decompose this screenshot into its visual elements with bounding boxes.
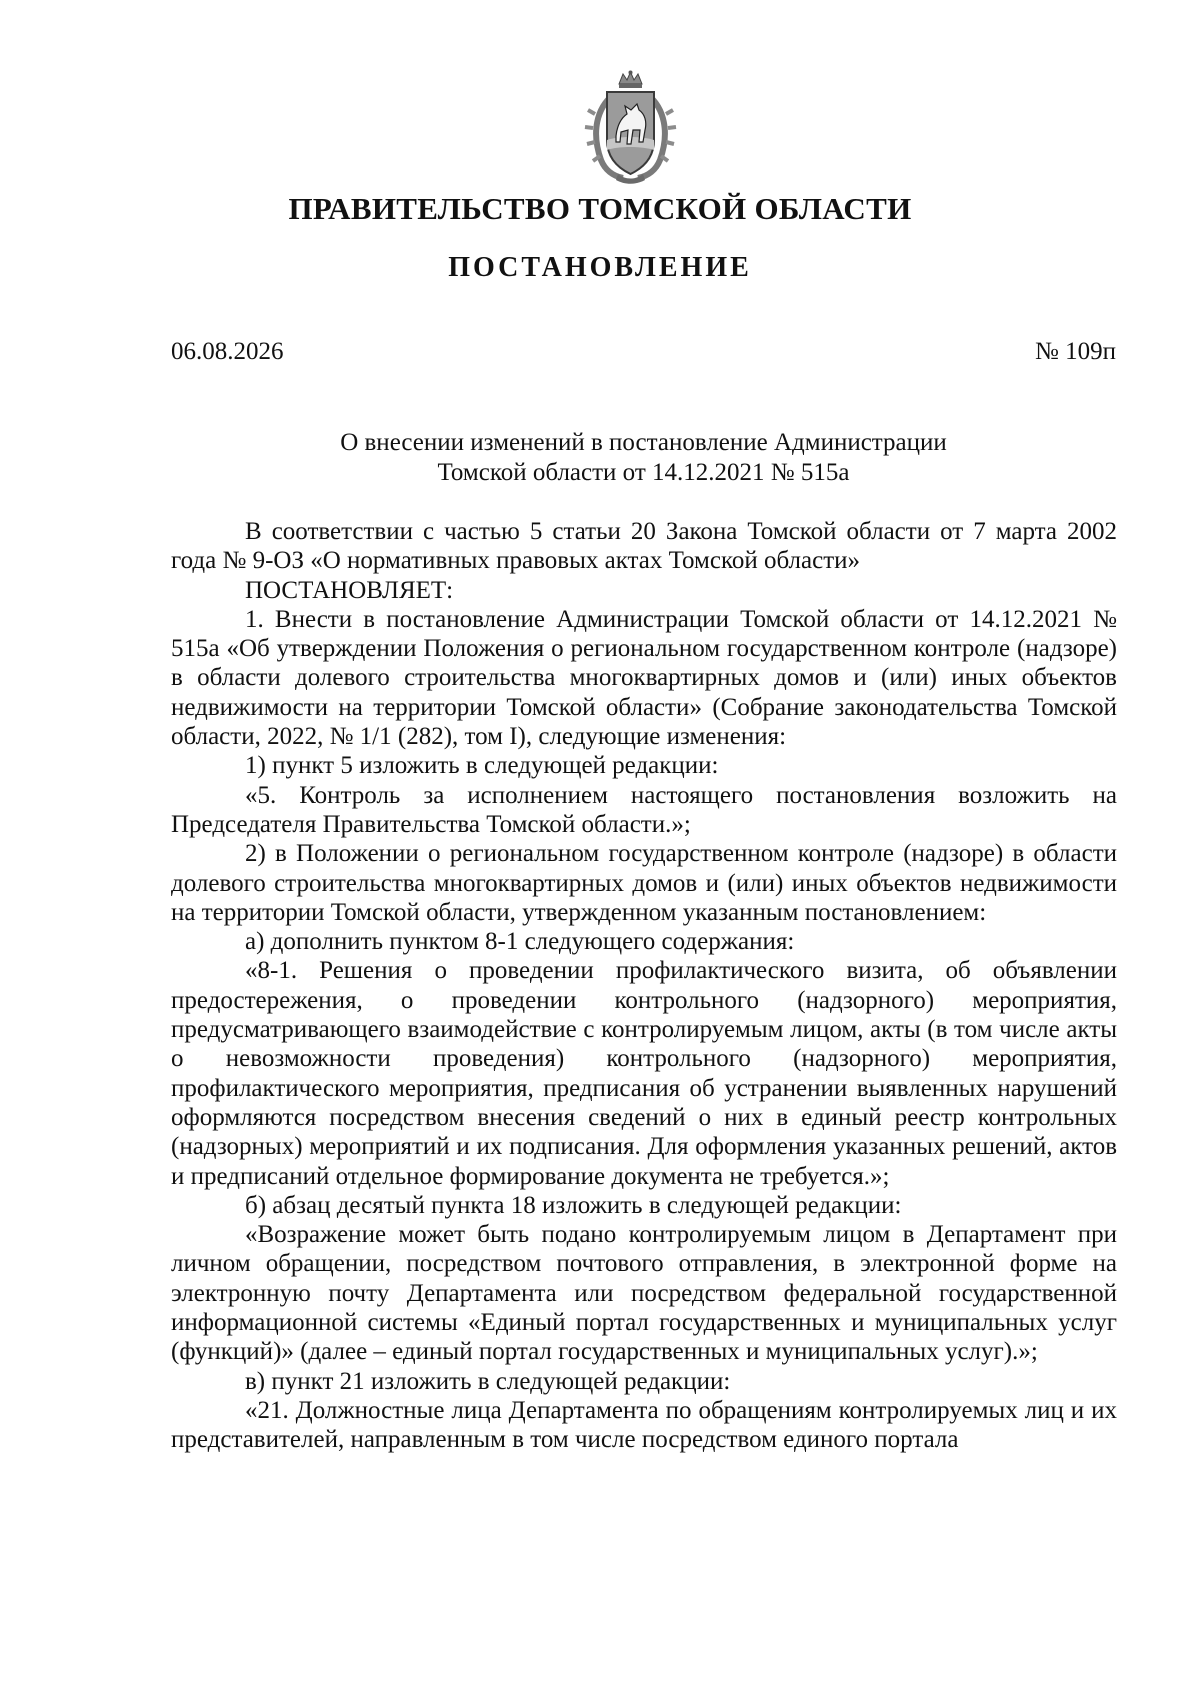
document-body xyxy=(171,517,1117,1455)
tomsk-oblast-coat-of-arms-icon xyxy=(583,70,678,185)
body-paragraph: б) абзац десятый пункта 18 изложить в следующей редакции: xyxy=(245,1191,902,1219)
document-date: 06.08.2026 xyxy=(171,338,284,365)
body-paragraph: «5. Контроль за исполнением настоящего постановления возложить на Председателя Правительства Томской области.»; xyxy=(171,781,1117,838)
subject-line: О внесении изменений в постановление Администрации xyxy=(340,429,947,456)
body-paragraph: 2) в Положении о региональном государственном контроле (надзоре) в области долевого строительства многоквартирных домов и (или) иных объектов недвижимости на территории Томской области, утвержденном указанным постановлением: xyxy=(171,840,1117,926)
resolution-verb: ПОСТАНОВЛЯЕТ: xyxy=(245,576,454,604)
document-type-heading: ПОСТАНОВЛЕНИЕ xyxy=(448,252,752,283)
body-paragraph: «Возражение может быть подано контролируемым лицом в Департамент при личном обращении, посредством почтового отправления, в электронной форме на электронную почту Департамента или посредством федеральной государственной информационной системы «Единый портал государственных и муниципальных услуг (функций)» (далее – единый портал государственных и муниципальных услуг).»; xyxy=(171,1221,1117,1366)
body-paragraph: а) дополнить пунктом 8-1 следующего содержания: xyxy=(245,928,795,956)
organization-title: ПРАВИТЕЛЬСТВО ТОМСКОЙ ОБЛАСТИ xyxy=(288,191,912,226)
body-paragraph: «8-1. Решения о проведении профилактического визита, об объявлении предостережения, о проведении контрольного (надзорного) мероприятия, предусматривающего взаимодействие с контролируемым лицом, акты (в том числе акты о невозможности проведения) контрольного (надзорного) мероприятия, профилактического мероприятия, предписания об устранении выявленных нарушений оформляются посредством внесения сведений о них в единый реестр контрольных (надзорных) мероприятий и их подписания. Для оформления указанных решений, актов и предписаний отдельное формирование документа не требуется.»; xyxy=(171,957,1117,1190)
subject-line: Томской области от 14.12.2021 № 515а xyxy=(437,459,850,486)
body-paragraph: «21. Должностные лица Департамента по обращениям контролируемых лиц и их представителей, направленным в том числе посредством единого портала xyxy=(171,1396,1117,1454)
document-subject xyxy=(171,428,1116,488)
body-paragraph: 1) пункт 5 изложить в следующей редакции: xyxy=(245,752,719,780)
body-paragraph: 1. Внести в постановление Администрации Томской области от 14.12.2021 № 515а «Об утверждении Положения о региональном государственном контроле (надзоре) в области долевого строительства многоквартирных домов и (или) иных объектов недвижимости на территории Томской области» (Собрание законодательства Томской области, 2022, № 1/1 (282), том I), следующие изменения: xyxy=(171,605,1117,751)
body-paragraph: В соответствии с частью 5 статьи 20 Закона Томской области от 7 марта 2002 года № 9-ОЗ «О нормативных правовых актах Томской области» xyxy=(171,518,1117,575)
document-number: № 109п xyxy=(1035,338,1116,365)
body-paragraph: в) пункт 21 изложить в следующей редакции: xyxy=(245,1367,731,1395)
